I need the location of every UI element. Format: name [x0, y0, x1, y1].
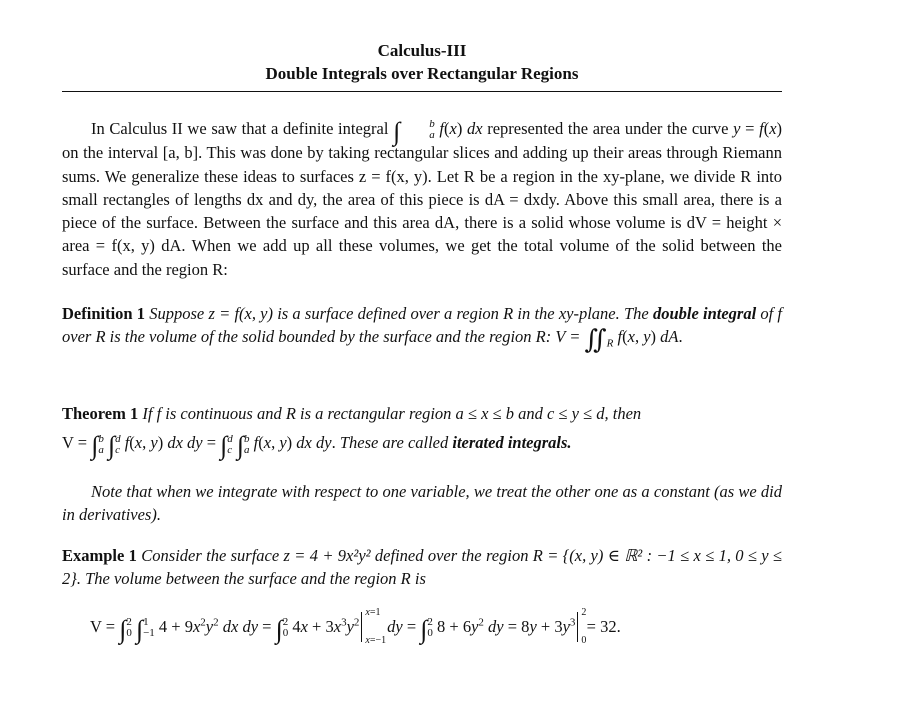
example-label: Example 1 — [62, 546, 137, 565]
definition-term: double integral — [652, 304, 757, 323]
definition-text-2: of f over R is the volume of the solid bounded by the surface and the region R: V = — [62, 304, 783, 347]
example-equation: V = ∫ 2 0 ∫ 1 −1 $4 + 9x^2y^2$ dx dy = ∫ 2 0 $4x + 3x^3y^2$ x=1 x=−1 dy = ∫ 2 0 $8 + 6y^2$ dy = $8y + 3y^3$ 2 0 = 32. — [90, 607, 621, 646]
intro-text-2: represented the area under the curve — [487, 119, 729, 138]
intro-paragraph: In Calculus II we saw that a definite integral ∫ b a f(x) dx represented the area under the curve y = f(x) on the interval [a, b]. This was done by taking rectangular slices and adding up their areas through Riemann sums. We generalize these ideas to surfaces z = f(x, y). Let R be a region in the xy-plane, we divide R into small rectangles of lengths dx and dy, the area of this piece is dA = dxdy. Above this small area, there is a piece of the surface. Between the surface and this area dA, there is a solid whose volume is dV = height × area = f(x, y) dA. When we add up all these volumes, we get the total volume of the solid between the surface and the region R: — [62, 117, 783, 279]
example-block — [62, 544, 782, 591]
course-title: Calculus-III — [377, 41, 467, 60]
definition-block: Definition 1 Suppose z = f(x, y) is a surface defined over a region R in the xy-plane. The double integral of f over R is the volume of the solid bounded by the surface and the region R: $V = ∬_R$ f(x, y) dA. — [62, 304, 783, 355]
note-paragraph — [62, 480, 782, 527]
theorem-term: iterated integrals. — [452, 433, 572, 453]
theorem-text-2: These are called — [339, 433, 449, 453]
definition-label: Definition 1 — [62, 304, 146, 323]
section-title: Double Integrals over Rectangular Regions — [265, 64, 579, 83]
intro-text-3: on the interval [a, b]. This was done by taking rectangular slices and adding up their areas through Riemann sums. We generalize these ideas to surfaces z = f(x, y). Let R be a region in the xy-plane, we divide R into small rectangles of lengths dx and dy, the area of this piece is dA = dxdy. Above this small area, there is a piece of the surface. Between the surface and this area dA, there is a solid whose volume is dV = height × area = f(x, y) dA. When we add up all these volumes, we get the total volume of the solid between the surface and the region R: — [62, 143, 782, 279]
note-text: Note that when we integrate with respect to one variable, we treat the other one as a constant (as we did in derivatives). — [62, 482, 782, 525]
theorem-label: Theorem 1 — [62, 404, 139, 423]
theorem-text-1: If f is continuous and R is a rectangular region a ≤ x ≤ b and c ≤ y ≤ d, then — [142, 404, 642, 423]
definition-text-1: Suppose z = f(x, y) is a surface defined over a region R in the xy-plane. The — [149, 304, 649, 323]
intro-text-1: In Calculus II we saw that a definite integral — [91, 119, 389, 138]
example-result: = 32. — [586, 617, 621, 636]
example-text: Consider the surface z = 4 + 9x²y² defined over the region R = {(x, y) ∈ ℝ² : −1 ≤ x ≤ 1, 0 ≤ y ≤ 2}. The volume between the surface and the region R is — [62, 546, 782, 589]
theorem-block: Theorem 1 If f is continuous and R is a rectangular region a ≤ x ≤ b and c ≤ y ≤ d, then V = ∫ b a ∫ d c f(x, y) dx dy = ∫ d c ∫ b a f(x, y) dx dy. These are called iterated integrals. — [62, 404, 642, 461]
title-rule — [62, 91, 782, 92]
